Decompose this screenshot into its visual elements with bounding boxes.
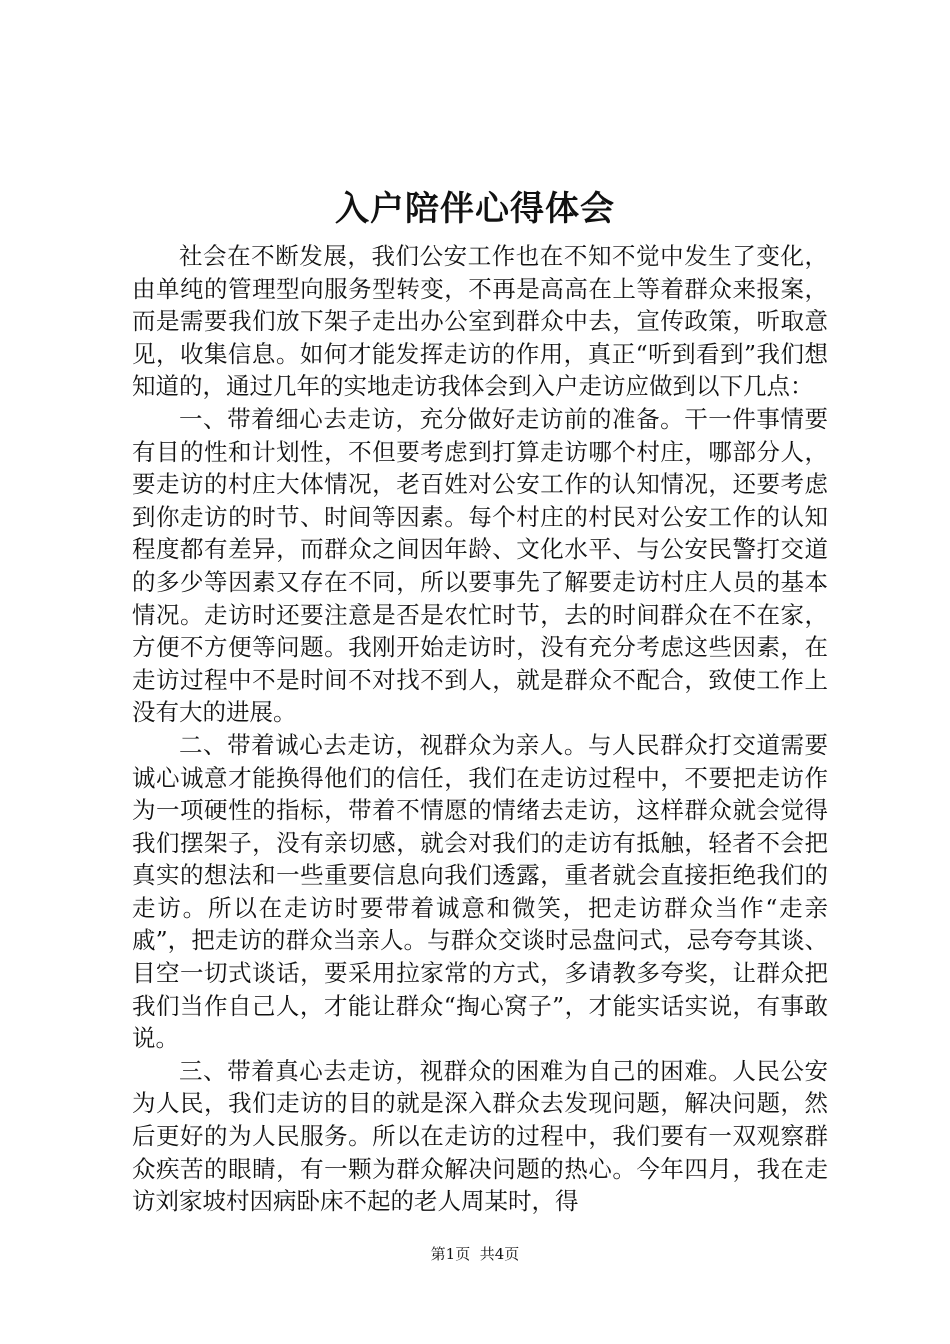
paragraph-point-two: 二、带着诚心去走访，视群众为亲人。与人民群众打交道需要诚心诚意才能换得他们的信任，我们在走访过程中，不要把走访作为一项硬性的指标，带着不情愿的情绪去走访，这样群众就会觉得我们摆架子，没有亲切感，就会对我们的走访有抵触，轻者不会把真实的想法和一些重要信息向我们透露，重者就会直接拒绝我们的走访。所以在走访时要带着诚意和微笑，把走访群众当作“走亲戚”，把走访的群众当亲人。与群众交谈时忌盘问式，忌夸夸其谈、目空一切式谈话，要采用拉家常的方式，多请教多夸奖，让群众把我们当作自己人，才能让群众“掏心窝子”，才能实话实说，有事敢说。	[132, 730, 828, 1053]
paragraph-intro: 社会在不断发展，我们公安工作也在不知不觉中发生了变化，由单纯的管理型向服务型转变，不再是高高在上等着群众来报案，而是需要我们放下架子走出办公室到群众中去，宣传政策，听取意见，收集信息。如何才能发挥走访的作用，真正“听到看到”我们想知道的，通过几年的实地走访我体会到入户走访应做到以下几点：	[132, 242, 828, 401]
page-number: 第1页	[430, 1245, 471, 1263]
page-footer	[0, 1244, 950, 1264]
document-body	[132, 240, 828, 1218]
document-title: 入户陪伴心得体会	[335, 189, 615, 229]
page-total: 共4页	[479, 1245, 520, 1263]
paragraph-point-three: 三、带着真心去走访，视群众的困难为自己的困难。人民公安为人民，我们走访的目的就是深入群众去发现问题，解决问题，然后更好的为人民服务。所以在走访的过程中，我们要有一双观察群众疾苦的眼睛，有一颗为群众解决问题的热心。今年四月，我在走访刘家坡村因病卧床不起的老人周某时，得	[132, 1056, 828, 1216]
paragraph-point-one: 一、带着细心去走访，充分做好走访前的准备。干一件事情要有目的性和计划性，不但要考虑到打算走访哪个村庄，哪部分人，要走访的村庄大体情况，老百姓对公安工作的认知情况，还要考虑到你走访的时节、时间等因素。每个村庄的村民对公安工作的认知程度都有差异，而群众之间因年龄、文化水平、与公安民警打交道的多少等因素又存在不同，所以要事先了解要走访村庄人员的基本情况。走访时还要注意是否是农忙时节，去的时间群众在不在家，方便不方便等问题。我刚开始走访时，没有充分考虑这些因素，在走访过程中不是时间不对找不到人，就是群众不配合，致使工作上没有大的进展。	[132, 404, 828, 727]
